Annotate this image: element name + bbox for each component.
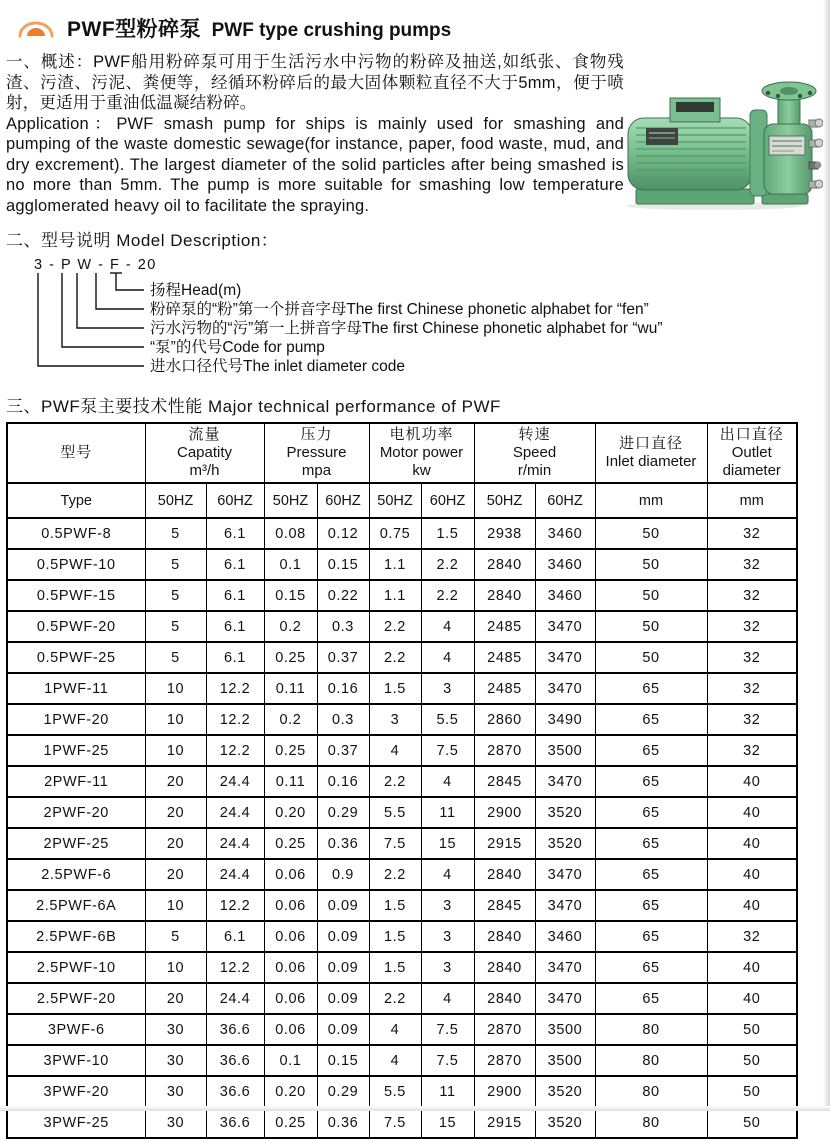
- value-cell: 0.22: [317, 580, 369, 611]
- value-cell: 65: [595, 952, 707, 983]
- scan-edge-right: [823, 0, 830, 1111]
- model-cell: 2PWF-20: [7, 797, 145, 828]
- value-cell: 5: [145, 921, 206, 952]
- model-cell: 2PWF-25: [7, 828, 145, 859]
- value-cell: 4: [369, 735, 421, 766]
- model-cell: 2.5PWF-6A: [7, 890, 145, 921]
- value-cell: 40: [707, 983, 797, 1014]
- value-cell: 5.5: [369, 1076, 421, 1107]
- value-cell: 6.1: [206, 921, 264, 952]
- overview-paragraph-zh: 一、概述：PWF船用粉碎泵可用于生活污水中污物的粉碎及抽送,如纸张、食物残渣、污渣、污泥、粪便等，经循环粉碎后的最大固体颗粒直径不大于5mm，便于喷射，更适用于重油低温凝结粉碎。: [6, 53, 624, 112]
- value-cell: 0.06: [264, 890, 317, 921]
- diagram-label-fen: 粉碎泵的“粉”第一个拼音字母The first Chinese phonetic alphabet for “fen”: [150, 301, 649, 318]
- value-cell: 40: [707, 952, 797, 983]
- value-cell: 32: [707, 580, 797, 611]
- value-cell: 20: [145, 828, 206, 859]
- diagram-label-inlet: 进水口径代号The inlet diameter code: [150, 358, 405, 375]
- value-cell: 0.12: [317, 518, 369, 549]
- value-cell: 0.25: [264, 828, 317, 859]
- value-cell: 3470: [535, 983, 595, 1014]
- value-cell: 5: [145, 611, 206, 642]
- value-cell: 4: [421, 859, 474, 890]
- value-cell: 0.25: [264, 735, 317, 766]
- value-cell: 0.06: [264, 921, 317, 952]
- value-cell: 32: [707, 704, 797, 735]
- value-cell: 0.06: [264, 859, 317, 890]
- table-row: [7, 735, 797, 766]
- model-cell: 0.5PWF-15: [7, 580, 145, 611]
- value-cell: 24.4: [206, 859, 264, 890]
- value-cell: 0.15: [317, 549, 369, 580]
- value-cell: 50: [707, 1045, 797, 1076]
- value-cell: 0.11: [264, 673, 317, 704]
- model-cell: 1PWF-20: [7, 704, 145, 735]
- value-cell: 40: [707, 797, 797, 828]
- value-cell: 0.25: [264, 642, 317, 673]
- value-cell: 3460: [535, 518, 595, 549]
- value-cell: 12.2: [206, 890, 264, 921]
- col-header-outlet: 出口直径 Outlet diameter: [707, 423, 797, 483]
- value-cell: 2845: [474, 766, 535, 797]
- value-cell: 0.09: [317, 890, 369, 921]
- value-cell: 80: [595, 1076, 707, 1107]
- value-cell: 0.16: [317, 766, 369, 797]
- value-cell: 10: [145, 952, 206, 983]
- model-cell: 0.5PWF-10: [7, 549, 145, 580]
- value-cell: 0.09: [317, 1014, 369, 1045]
- value-cell: 2485: [474, 642, 535, 673]
- table-row: [7, 580, 797, 611]
- model-cell: 0.5PWF-8: [7, 518, 145, 549]
- value-cell: 3: [421, 890, 474, 921]
- value-cell: 0.36: [317, 1107, 369, 1138]
- value-cell: 5.5: [421, 704, 474, 735]
- value-cell: 0.37: [317, 735, 369, 766]
- value-cell: 5: [145, 580, 206, 611]
- value-cell: 0.9: [317, 859, 369, 890]
- model-cell: 2.5PWF-10: [7, 952, 145, 983]
- table-row: [7, 1045, 797, 1076]
- model-cell: 3PWF-10: [7, 1045, 145, 1076]
- value-cell: 24.4: [206, 983, 264, 1014]
- value-cell: 3520: [535, 797, 595, 828]
- value-cell: 2840: [474, 859, 535, 890]
- value-cell: 5: [145, 642, 206, 673]
- value-cell: 50: [707, 1076, 797, 1107]
- value-cell: 2840: [474, 983, 535, 1014]
- value-cell: 65: [595, 766, 707, 797]
- table-row: [7, 549, 797, 580]
- value-cell: 0.2: [264, 704, 317, 735]
- sub-header: 60HZ: [535, 483, 595, 518]
- model-cell: 0.5PWF-25: [7, 642, 145, 673]
- model-description-heading: 二、型号说明 Model Description：: [6, 231, 279, 250]
- value-cell: 7.5: [421, 735, 474, 766]
- value-cell: 2840: [474, 549, 535, 580]
- value-cell: 3520: [535, 1107, 595, 1138]
- col-header-capacity: 流量 Capatity m³/h: [145, 423, 264, 483]
- value-cell: 65: [595, 673, 707, 704]
- table-row: [7, 642, 797, 673]
- value-cell: 12.2: [206, 673, 264, 704]
- diagram-label-wu: 污水污物的“污”第一上拼音字母The first Chinese phonetic alphabet for “wu”: [150, 320, 663, 337]
- value-cell: 10: [145, 704, 206, 735]
- value-cell: 2.2: [369, 766, 421, 797]
- value-cell: 3460: [535, 921, 595, 952]
- value-cell: 2485: [474, 673, 535, 704]
- table-row: [7, 890, 797, 921]
- table-row: [7, 921, 797, 952]
- model-cell: 1PWF-11: [7, 673, 145, 704]
- value-cell: 0.29: [317, 797, 369, 828]
- page-header: [16, 13, 822, 43]
- value-cell: 0.06: [264, 952, 317, 983]
- table-row: [7, 704, 797, 735]
- value-cell: 2.2: [421, 580, 474, 611]
- model-cell: 3PWF-25: [7, 1107, 145, 1138]
- col-header-pressure: 压力 Pressure mpa: [264, 423, 369, 483]
- diagram-label-pump: “泵”的代号Code for pump: [150, 339, 325, 356]
- value-cell: 10: [145, 890, 206, 921]
- orange-arc-icon: [16, 15, 56, 41]
- table-row: [7, 797, 797, 828]
- value-cell: 3: [421, 921, 474, 952]
- value-cell: 4: [369, 1045, 421, 1076]
- value-cell: 2870: [474, 735, 535, 766]
- value-cell: 12.2: [206, 704, 264, 735]
- value-cell: 2.2: [369, 859, 421, 890]
- value-cell: 2840: [474, 580, 535, 611]
- sub-header: 60HZ: [421, 483, 474, 518]
- value-cell: 50: [595, 611, 707, 642]
- value-cell: 5: [145, 549, 206, 580]
- table-row: [7, 983, 797, 1014]
- model-cell: 3PWF-6: [7, 1014, 145, 1045]
- value-cell: 7.5: [369, 1107, 421, 1138]
- value-cell: 30: [145, 1014, 206, 1045]
- model-cell: 2PWF-11: [7, 766, 145, 797]
- value-cell: 65: [595, 704, 707, 735]
- diagram-label-head: 扬程Head(m): [150, 282, 242, 299]
- value-cell: 12.2: [206, 735, 264, 766]
- value-cell: 0.2: [264, 611, 317, 642]
- value-cell: 0.08: [264, 518, 317, 549]
- value-cell: 2840: [474, 921, 535, 952]
- value-cell: 0.15: [317, 1045, 369, 1076]
- value-cell: 2840: [474, 952, 535, 983]
- model-cell: 2.5PWF-6B: [7, 921, 145, 952]
- value-cell: 32: [707, 549, 797, 580]
- value-cell: 50: [595, 549, 707, 580]
- value-cell: 65: [595, 859, 707, 890]
- value-cell: 2.2: [369, 983, 421, 1014]
- value-cell: 40: [707, 890, 797, 921]
- value-cell: 6.1: [206, 580, 264, 611]
- value-cell: 10: [145, 735, 206, 766]
- table-row: [7, 952, 797, 983]
- value-cell: 0.09: [317, 952, 369, 983]
- table-row: [7, 673, 797, 704]
- value-cell: 3500: [535, 735, 595, 766]
- value-cell: 4: [421, 642, 474, 673]
- col-header-motor-power: 电机功率 Motor power kw: [369, 423, 474, 483]
- value-cell: 50: [595, 518, 707, 549]
- value-cell: 3470: [535, 766, 595, 797]
- value-cell: 3: [421, 952, 474, 983]
- value-cell: 65: [595, 735, 707, 766]
- value-cell: 0.37: [317, 642, 369, 673]
- value-cell: 15: [421, 828, 474, 859]
- value-cell: 15: [421, 1107, 474, 1138]
- value-cell: 32: [707, 735, 797, 766]
- sub-header: 50HZ: [474, 483, 535, 518]
- value-cell: 7.5: [369, 828, 421, 859]
- value-cell: 4: [421, 611, 474, 642]
- value-cell: 10: [145, 673, 206, 704]
- value-cell: 20: [145, 797, 206, 828]
- model-cell: 1PWF-25: [7, 735, 145, 766]
- value-cell: 40: [707, 828, 797, 859]
- spec-table: [6, 422, 798, 1139]
- value-cell: 36.6: [206, 1014, 264, 1045]
- pump-photo: [612, 78, 824, 212]
- value-cell: 50: [707, 1107, 797, 1138]
- value-cell: 1.5: [369, 921, 421, 952]
- value-cell: 6.1: [206, 549, 264, 580]
- scan-edge-bottom: [0, 1106, 830, 1111]
- value-cell: 2870: [474, 1045, 535, 1076]
- col-header-speed: 转速 Speed r/min: [474, 423, 595, 483]
- value-cell: 4: [369, 1014, 421, 1045]
- value-cell: 3470: [535, 673, 595, 704]
- value-cell: 0.09: [317, 983, 369, 1014]
- value-cell: 3470: [535, 859, 595, 890]
- value-cell: 3490: [535, 704, 595, 735]
- value-cell: 30: [145, 1045, 206, 1076]
- col-header-type: 型号: [7, 423, 145, 483]
- model-cell: 2.5PWF-6: [7, 859, 145, 890]
- col-header-inlet: 进口直径 Inlet diameter: [595, 423, 707, 483]
- sub-header: 50HZ: [264, 483, 317, 518]
- table-row: [7, 828, 797, 859]
- value-cell: 40: [707, 766, 797, 797]
- value-cell: 3520: [535, 828, 595, 859]
- value-cell: 0.20: [264, 1076, 317, 1107]
- value-cell: 0.25: [264, 1107, 317, 1138]
- value-cell: 0.3: [317, 704, 369, 735]
- value-cell: 32: [707, 673, 797, 704]
- value-cell: 20: [145, 859, 206, 890]
- value-cell: 3500: [535, 1045, 595, 1076]
- value-cell: 20: [145, 983, 206, 1014]
- value-cell: 2870: [474, 1014, 535, 1045]
- value-cell: 65: [595, 983, 707, 1014]
- sub-header: 50HZ: [369, 483, 421, 518]
- table-row: [7, 611, 797, 642]
- value-cell: 32: [707, 642, 797, 673]
- value-cell: 0.1: [264, 1045, 317, 1076]
- value-cell: 65: [595, 890, 707, 921]
- value-cell: 0.36: [317, 828, 369, 859]
- value-cell: 3520: [535, 1076, 595, 1107]
- value-cell: 1.5: [421, 518, 474, 549]
- value-cell: 0.3: [317, 611, 369, 642]
- value-cell: 3470: [535, 611, 595, 642]
- value-cell: 6.1: [206, 518, 264, 549]
- value-cell: 24.4: [206, 766, 264, 797]
- value-cell: 1.5: [369, 890, 421, 921]
- value-cell: 65: [595, 921, 707, 952]
- overview-paragraph-en: Application：PWF smash pump for ships is mainly used for smashing and pumping of the waste domestic sewage(for instance, paper, food waste, mud, and dry excrement). The largest diameter of the solid particles after being smashed is no more than 5mm. The pump is more suitable for smashing low temperature agglomerated heavy oil to facilitate the spraying.: [6, 114, 624, 215]
- model-code-diagram: [32, 256, 810, 382]
- value-cell: 2.2: [369, 642, 421, 673]
- value-cell: 36.6: [206, 1107, 264, 1138]
- value-cell: 0.20: [264, 797, 317, 828]
- value-cell: 2845: [474, 890, 535, 921]
- value-cell: 3: [369, 704, 421, 735]
- sub-header: mm: [595, 483, 707, 518]
- value-cell: 32: [707, 921, 797, 952]
- value-cell: 1.5: [369, 673, 421, 704]
- sub-header: 50HZ: [145, 483, 206, 518]
- value-cell: 3470: [535, 952, 595, 983]
- value-cell: 30: [145, 1107, 206, 1138]
- value-cell: 36.6: [206, 1076, 264, 1107]
- value-cell: 50: [707, 1014, 797, 1045]
- value-cell: 3460: [535, 549, 595, 580]
- value-cell: 24.4: [206, 797, 264, 828]
- overview-section: [6, 52, 822, 216]
- value-cell: 40: [707, 859, 797, 890]
- value-cell: 7.5: [421, 1014, 474, 1045]
- value-cell: 24.4: [206, 828, 264, 859]
- value-cell: 32: [707, 611, 797, 642]
- value-cell: 80: [595, 1045, 707, 1076]
- value-cell: 2.2: [369, 611, 421, 642]
- sub-header: 60HZ: [317, 483, 369, 518]
- value-cell: 3: [421, 673, 474, 704]
- value-cell: 6.1: [206, 611, 264, 642]
- value-cell: 1.1: [369, 549, 421, 580]
- value-cell: 3500: [535, 1014, 595, 1045]
- table-row: [7, 1107, 797, 1138]
- value-cell: 2.2: [421, 549, 474, 580]
- value-cell: 2485: [474, 611, 535, 642]
- value-cell: 1.5: [369, 952, 421, 983]
- value-cell: 2860: [474, 704, 535, 735]
- value-cell: 2900: [474, 797, 535, 828]
- table-row: [7, 766, 797, 797]
- value-cell: 3460: [535, 580, 595, 611]
- value-cell: 0.15: [264, 580, 317, 611]
- value-cell: 6.1: [206, 642, 264, 673]
- value-cell: 36.6: [206, 1045, 264, 1076]
- table-row: [7, 518, 797, 549]
- value-cell: 7.5: [421, 1045, 474, 1076]
- model-cell: 3PWF-20: [7, 1076, 145, 1107]
- value-cell: 0.06: [264, 983, 317, 1014]
- value-cell: 20: [145, 766, 206, 797]
- value-cell: 50: [595, 580, 707, 611]
- value-cell: 5: [145, 518, 206, 549]
- model-cell: 0.5PWF-20: [7, 611, 145, 642]
- value-cell: 11: [421, 797, 474, 828]
- value-cell: 4: [421, 766, 474, 797]
- value-cell: 3470: [535, 642, 595, 673]
- value-cell: 0.29: [317, 1076, 369, 1107]
- table-row: [7, 1076, 797, 1107]
- sub-header-row: [7, 483, 797, 518]
- value-cell: 65: [595, 797, 707, 828]
- performance-heading: 三、PWF泵主要技术性能 Major technical performance of PWF: [6, 397, 501, 416]
- value-cell: 0.75: [369, 518, 421, 549]
- spec-table-body: [7, 518, 797, 1138]
- value-cell: 4: [421, 983, 474, 1014]
- table-row: [7, 859, 797, 890]
- value-cell: 2938: [474, 518, 535, 549]
- value-cell: 0.11: [264, 766, 317, 797]
- model-cell: 2.5PWF-20: [7, 983, 145, 1014]
- value-cell: 12.2: [206, 952, 264, 983]
- value-cell: 3470: [535, 890, 595, 921]
- value-cell: 50: [595, 642, 707, 673]
- value-cell: 80: [595, 1014, 707, 1045]
- value-cell: 2900: [474, 1076, 535, 1107]
- sub-header: Type: [7, 483, 145, 518]
- value-cell: 0.16: [317, 673, 369, 704]
- sub-header: mm: [707, 483, 797, 518]
- value-cell: 0.06: [264, 1014, 317, 1045]
- group-header-row: [7, 423, 797, 483]
- page-title: [67, 13, 451, 43]
- title-en: PWF type crushing pumps: [211, 20, 452, 41]
- value-cell: 2915: [474, 1107, 535, 1138]
- value-cell: 0.1: [264, 549, 317, 580]
- model-code: 3 - P W - F - 20: [34, 257, 157, 273]
- value-cell: 5.5: [369, 797, 421, 828]
- value-cell: 0.09: [317, 921, 369, 952]
- value-cell: 11: [421, 1076, 474, 1107]
- value-cell: 30: [145, 1076, 206, 1107]
- table-row: [7, 1014, 797, 1045]
- value-cell: 1.1: [369, 580, 421, 611]
- title-zh: PWF型粉碎泵: [67, 18, 202, 41]
- value-cell: 32: [707, 518, 797, 549]
- value-cell: 2915: [474, 828, 535, 859]
- value-cell: 80: [595, 1107, 707, 1138]
- value-cell: 65: [595, 828, 707, 859]
- sub-header: 60HZ: [206, 483, 264, 518]
